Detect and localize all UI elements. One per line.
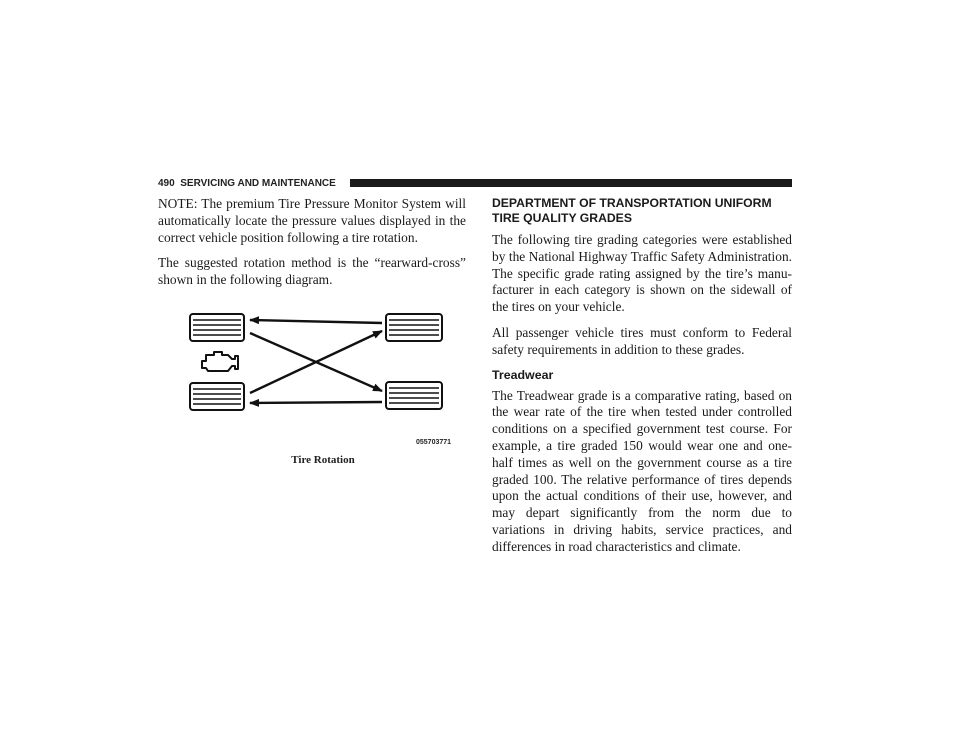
page-header (158, 178, 792, 190)
note-paragraph (158, 196, 466, 246)
left-column (158, 196, 466, 298)
tire-icon-front-right (386, 314, 442, 341)
figure-id: 055703771 (416, 439, 452, 446)
tire-icon-rear-right (386, 382, 442, 409)
federal-requirements-paragraph: All passenger vehicle tires must conform to Federal safety requirements in addition to these grades. (492, 324, 792, 357)
rotation-method-paragraph: The suggested rotation method is the “rearward-cross” shown in the following diagram. (158, 255, 466, 288)
grading-categories-paragraph: The following tire grading categories were established by the National Highway Traffic Safety Administration. The specific grade rating assigned by the tire’s manufacturer in each category is shown on the sidewall of the tires on your vehicle. (492, 232, 792, 315)
tire-rotation-diagram (178, 303, 470, 453)
section-heading-line2: TIRE QUALITY GRADES (492, 211, 632, 225)
tire-icon-rear-left (190, 383, 244, 410)
note-text: The premium Tire Pressure Monitor System will automatically locate the pressure values displayed in the correct vehicle position following a tire rotation. (158, 196, 466, 245)
page-number: 490 (158, 178, 175, 189)
arrow-icon-cross-up (250, 331, 382, 393)
header-rule (350, 179, 792, 187)
figure-caption: Tire Rotation (291, 454, 355, 466)
section-title: SERVICING AND MAINTENANCE (180, 178, 336, 189)
tire-icon-front-left (190, 314, 244, 341)
treadwear-paragraph: The Treadwear grade is a comparative rating, based on the wear rate of the tire when tested under controlled conditions on a specified government test course. For example, a tire graded 150 would wear one and one-half times as well on the government course as a tire graded 100. The relative performance of tires depends upon the actual conditions of their use, however, and may depart significantly from the norm due to variations in driving habits, service practices, and differences in road characteristics and climate. (492, 387, 792, 554)
engine-icon (202, 352, 238, 371)
treadwear-subheading: Treadwear (492, 367, 554, 382)
arrow-icon-bottom (250, 402, 382, 403)
page-number-and-section (158, 178, 336, 190)
right-column (492, 196, 792, 565)
tire-rotation-figure (178, 303, 470, 469)
note-label: NOTE: (158, 196, 198, 211)
arrow-icon-top (250, 320, 382, 323)
section-heading-line1: DEPARTMENT OF TRANSPORTATION UNIFORM (492, 196, 772, 210)
section-heading (492, 196, 792, 226)
